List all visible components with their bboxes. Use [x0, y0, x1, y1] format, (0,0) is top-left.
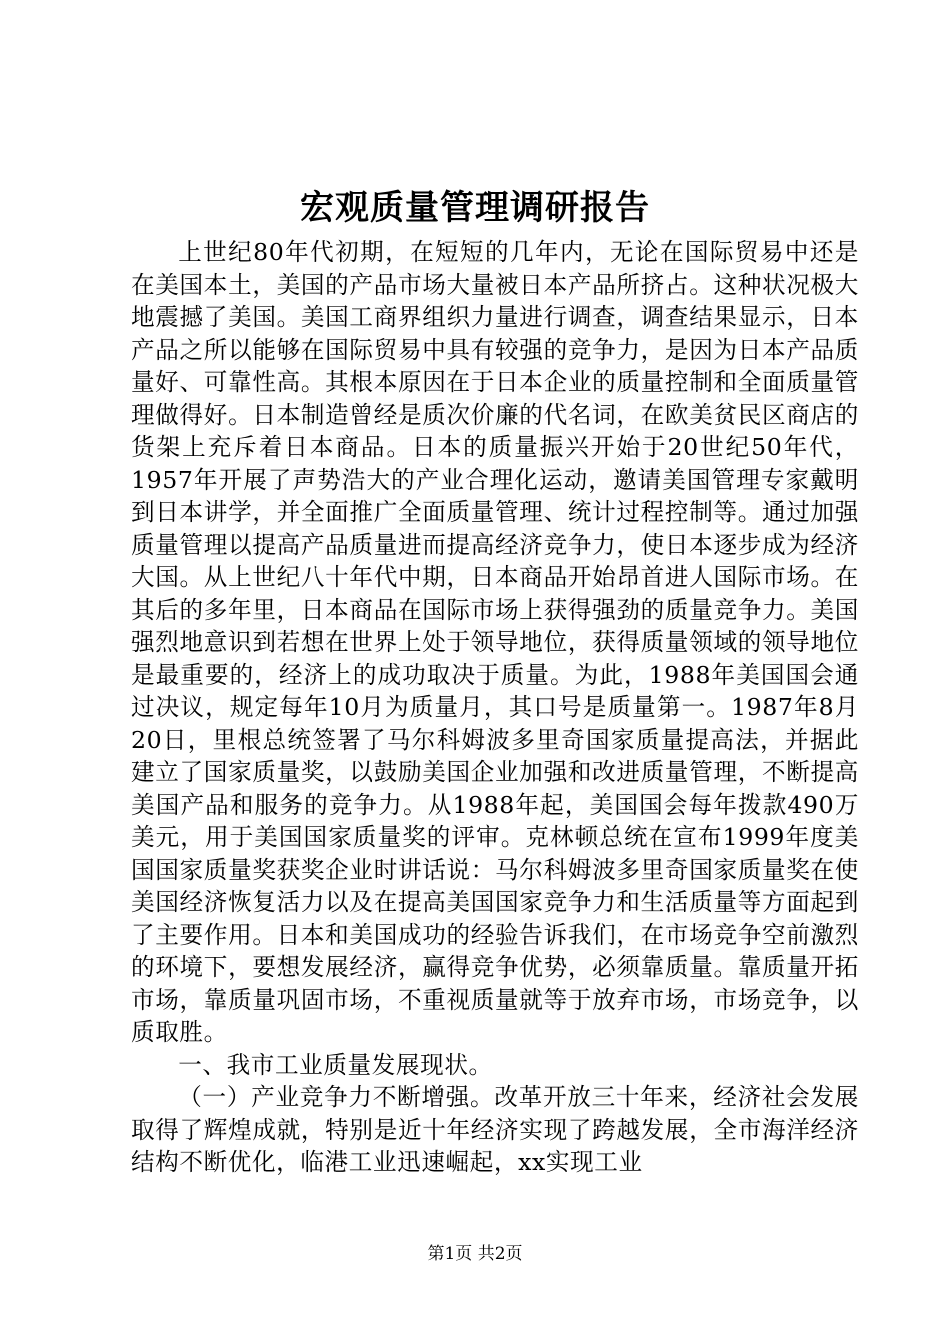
paragraph-intro: 上世纪80年代初期，在短短的几年内，无论在国际贸易中还是在美国本土，美国的产品市场大量被日本产品所挤占。这种状况极大地震撼了美国。美国工商界组织力量进行调查，调查结果显示，日本产品之所以能够在国际贸易中具有较强的竞争力，是因为日本产品质量好、可靠性高。其根本原因在于日本企业的质量控制和全面质量管理做得好。日本制造曾经是质次价廉的代名词，在欧美贫民区商店的货架上充斥着日本商品。日本的质量振兴开始于20世纪50年代，1957年开展了声势浩大的产业合理化运动，邀请美国管理专家戴明到日本讲学，并全面推广全面质量管理、统计过程控制等。通过加强质量管理以提高产品质量进而提高经济竞争力，使日本逐步成为经济大国。从上世纪八十年代中期，日本商品开始昂首进人国际市场。在其后的多年里，日本商品在国际市场上获得强劲的质量竞争力。美国强烈地意识到若想在世界上处于领导地位，获得质量领域的领导地位是最重要的，经济上的成功取决于质量。为此，1988年美国国会通过决议，规定每年10月为质量月，其口号是质量第一。1987年8月20日，里根总统签署了马尔科姆波多里奇国家质量提高法，并据此建立了国家质量奖，以鼓励美国企业加强和改进质量管理，不断提高美国产品和服务的竞争力。从1988年起，美国国会每年拨款490万美元，用于美国国家质量奖的评审。克林顿总统在宣布1999年度美国国家质量奖获奖企业时讲话说：马尔科姆波多里奇国家质量奖在使美国经济恢复活力以及在提高美国国家竞争力和生活质量等方面起到了主要作用。日本和美国成功的经验告诉我们，在市场竞争空前激烈的环境下，要想发展经济，赢得竞争优势，必须靠质量。靠质量开拓市场，靠质量巩固市场，不重视质量就等于放弃市场，市场竞争，以质取胜。: [131, 238, 859, 1046]
paragraph-subsection-1: （一）产业竞争力不断增强。改革开放三十年来，经济社会发展取得了辉煌成就，特别是近十年经济实现了跨越发展，全市海洋经济结构不断优化，临港工业迅速崛起，xx实现工业: [131, 1083, 859, 1176]
page-number-footer: 第1页 共2页: [427, 1244, 523, 1264]
document-title: 宏观质量管理调研报告: [300, 188, 650, 228]
paragraph-section-heading: 一、我市工业质量发展现状。: [178, 1050, 493, 1079]
document-body: [131, 236, 859, 1179]
